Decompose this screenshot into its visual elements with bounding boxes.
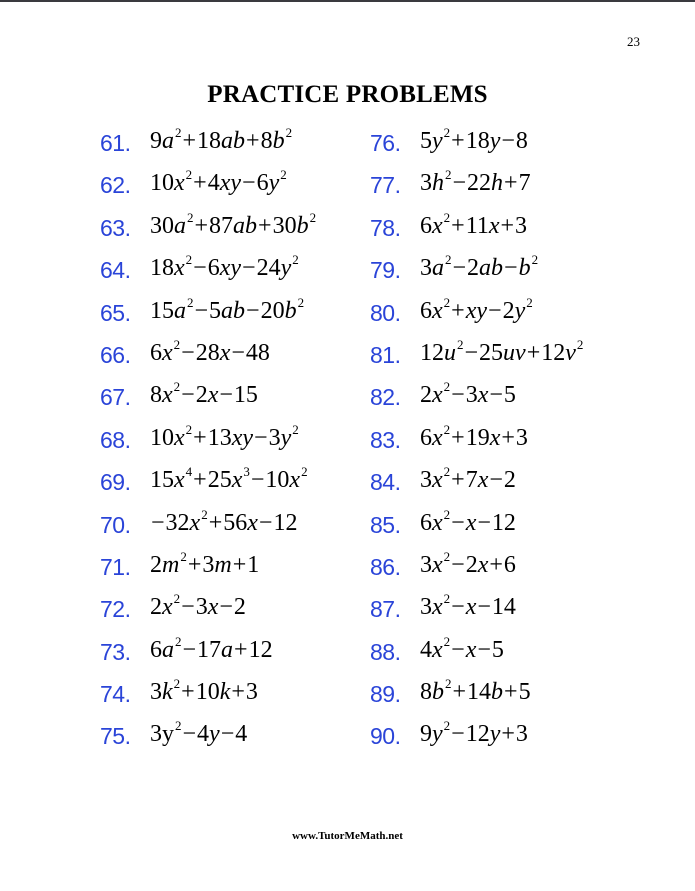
problem-number: 66.	[100, 341, 131, 368]
problem-expression: $15a^2-5ab-20b^2$	[150, 294, 305, 324]
problem-expression: $3h^2-22h+7$	[420, 167, 531, 197]
problem-expression: $30a^2+87ab+30b^2$	[150, 209, 317, 239]
problem-expression: $6x^2+xy-2y^2$	[420, 294, 533, 324]
top-border	[0, 0, 695, 2]
problem-number: 62.	[100, 172, 131, 199]
problem-number: 88.	[370, 638, 401, 665]
problem-expression: $3x^2+7x-2$	[420, 464, 516, 494]
problem-expression: $2x^2-3x-5$	[420, 379, 516, 409]
page-title: PRACTICE PROBLEMS	[207, 80, 488, 108]
problem-expression: $10x^2+4xy-6y^2$	[150, 167, 287, 197]
problem-expression: $-32x^2+56x-12$	[151, 506, 298, 536]
problem-number: 87.	[370, 596, 401, 623]
problem-number: 78.	[370, 214, 401, 241]
problem-number: 76.	[370, 130, 401, 156]
problem-number: 83.	[370, 426, 401, 453]
problem-number: 73.	[100, 638, 131, 665]
problem-expression: $6x^2-x-12$	[420, 506, 516, 536]
problem-number: 71.	[100, 553, 131, 580]
problem-expression: $2x^2-3x-2$	[150, 591, 246, 621]
problem-expression: $9a^2+18ab+8b^2$	[150, 125, 293, 154]
problem-number: 89.	[370, 681, 401, 708]
problem-number: 63.	[100, 214, 131, 241]
problem-expression: $9y^2-12y+3$	[420, 718, 528, 748]
problem-number: 61.	[100, 130, 131, 156]
problem-number: 82.	[370, 384, 401, 411]
problem-number: 72.	[100, 596, 131, 623]
problem-expression: $3x^2-2x+6$	[420, 548, 516, 578]
problem-number: 74.	[100, 681, 131, 708]
problem-number: 69.	[100, 469, 131, 496]
problem-expression: $5y^2+18y-8$	[420, 125, 528, 154]
problem-number: 81.	[370, 341, 401, 368]
problem-expression: $10x^2+13xy-3y^2$	[150, 421, 299, 451]
problem-number: 90.	[370, 723, 401, 750]
problem-expression: $4x^2-x-5$	[420, 633, 504, 663]
problem-number: 77.	[370, 172, 401, 199]
problem-expression: $8b^2+14b+5$	[420, 676, 531, 706]
problem-expression: $6a^2-17a+12$	[150, 633, 273, 663]
problem-number: 86.	[370, 553, 401, 580]
problem-expression: $15x^4+25x^3-10x^2$	[150, 464, 308, 494]
problem-number: 68.	[100, 426, 131, 453]
page-number: 23	[627, 34, 640, 49]
problem-expression: $6x^2+11x+3$	[420, 209, 528, 239]
problem-number: 85.	[370, 511, 401, 538]
problem-number: 70.	[100, 511, 131, 538]
problem-expression: $3a^2-2ab-b^2$	[420, 252, 539, 282]
problem-number: 79.	[370, 257, 401, 284]
problem-number: 64.	[100, 257, 131, 284]
problem-expression: $2m^2+3m+1$	[150, 548, 260, 578]
problem-expression: $6x^2+19x+3$	[420, 421, 528, 451]
problem-expression: $3y^2-4y-4$	[150, 718, 248, 748]
problem-number: 75.	[100, 723, 131, 750]
footer-website: www.TutorMeMath.net	[292, 830, 403, 842]
problem-expression: $18x^2-6xy-24y^2$	[150, 252, 299, 282]
problem-number: 65.	[100, 299, 131, 326]
problem-expression: $3x^2-x-14$	[420, 591, 516, 621]
problem-expression: $6x^2-28x-48$	[150, 336, 270, 366]
problem-number: 84.	[370, 469, 401, 496]
problem-expression: $12u^2-25uv+12v^2$	[420, 336, 584, 366]
problem-number: 80.	[370, 299, 401, 326]
problem-expression: $3k^2+10k+3$	[150, 676, 258, 706]
problem-expression: $8x^2-2x-15$	[150, 379, 258, 409]
problem-number: 67.	[100, 384, 131, 411]
